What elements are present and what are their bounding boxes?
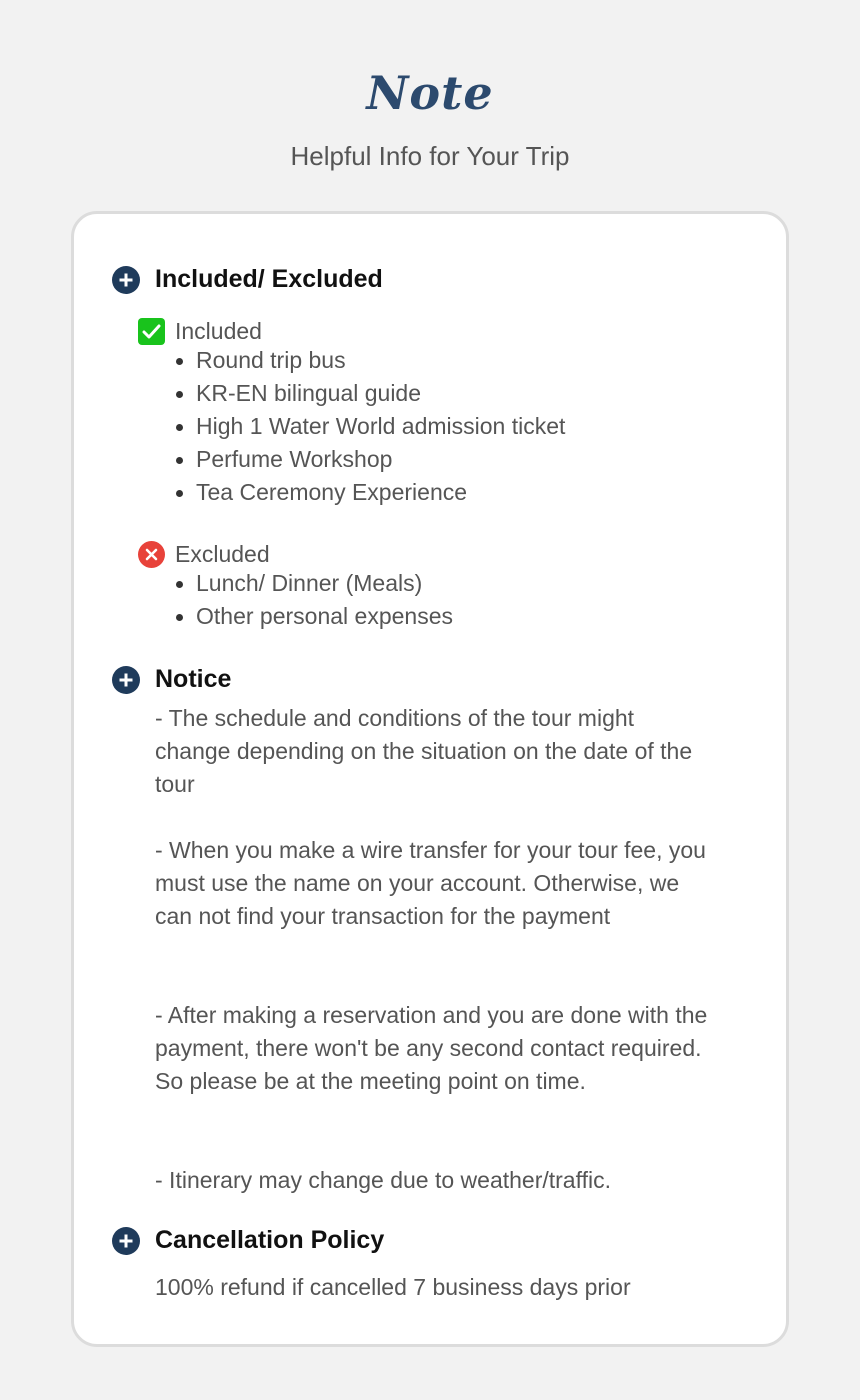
- excluded-header: [138, 541, 270, 568]
- page-subtitle: Helpful Info for Your Trip: [290, 141, 570, 171]
- info-card: [71, 211, 789, 1347]
- section-title-cancellation: Cancellation Policy: [155, 1226, 385, 1254]
- list-item: KR-EN bilingual guide: [174, 377, 565, 410]
- cancellation-text: 100% refund if cancelled 7 business days prior: [155, 1274, 631, 1300]
- notice-paragraph: - After making a reservation and you are done with the payment, there won't be any second contact required. So please be at the meeting point on time.: [155, 1002, 708, 1094]
- list-item: Lunch/ Dinner (Meals): [174, 567, 453, 600]
- section-header-cancellation: [112, 1226, 384, 1255]
- section-header-notice: [112, 665, 231, 694]
- list-item: Perfume Workshop: [174, 443, 565, 476]
- list-item: High 1 Water World admission ticket: [174, 410, 565, 443]
- list-item: Other personal expenses: [174, 600, 453, 633]
- included-list: [174, 344, 565, 509]
- excluded-list: [174, 567, 453, 633]
- excluded-label: Excluded: [175, 541, 270, 567]
- plus-circle-icon: [112, 666, 140, 694]
- plus-circle-icon: [112, 1227, 140, 1255]
- included-label: Included: [175, 318, 262, 344]
- x-circle-icon: [138, 541, 165, 568]
- notice-paragraph: - When you make a wire transfer for your tour fee, you must use the name on your account. Otherwise, we can not find your transaction for the payment: [155, 837, 706, 929]
- list-item: Round trip bus: [174, 344, 565, 377]
- check-box-icon: [138, 318, 165, 345]
- section-title-included-excluded: Included/ Excluded: [155, 265, 383, 293]
- notice-paragraph: - Itinerary may change due to weather/traffic.: [155, 1167, 611, 1193]
- page-title: Note: [366, 66, 494, 120]
- section-title-notice: Notice: [155, 665, 232, 693]
- plus-circle-icon: [112, 266, 140, 294]
- list-item: Tea Ceremony Experience: [174, 476, 565, 509]
- section-header-included-excluded: [112, 265, 383, 294]
- included-header: [138, 318, 262, 345]
- notice-paragraph: - The schedule and conditions of the tour might change depending on the situation on the date of the tour: [155, 705, 693, 797]
